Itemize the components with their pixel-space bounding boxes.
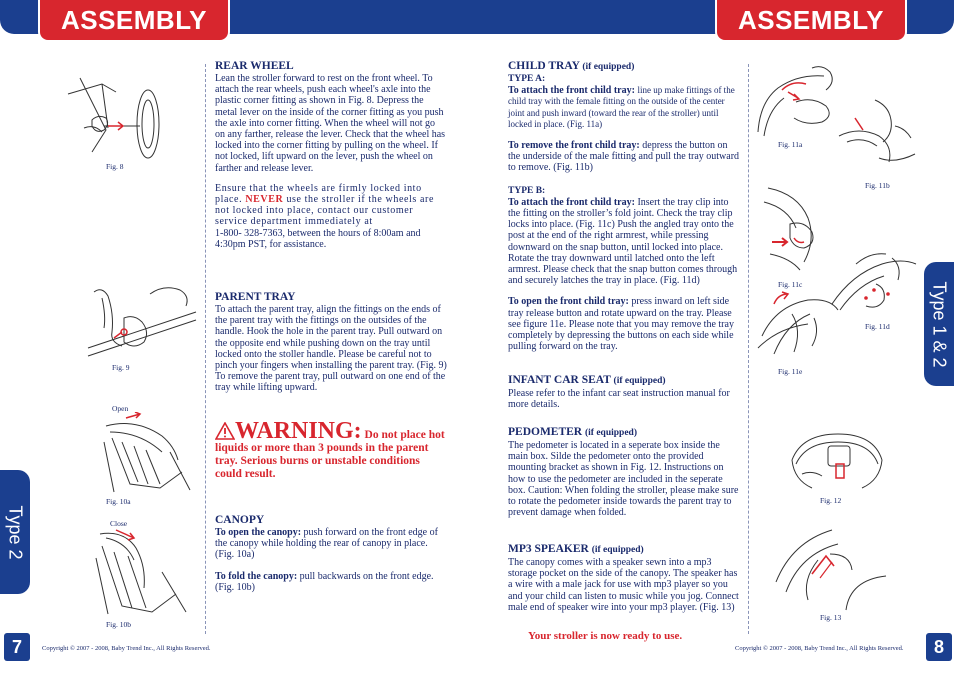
warning-text-block bbox=[215, 418, 447, 481]
fig-11d-caption: Fig. 11d bbox=[865, 322, 890, 331]
fig-11e-caption: Fig. 11e bbox=[778, 367, 803, 376]
pedometer-heading bbox=[508, 426, 740, 440]
fig-11c-caption: Fig. 11c bbox=[778, 280, 803, 289]
tray-remove bbox=[508, 140, 740, 174]
type-b-attach-label: To attach the front child tray: bbox=[508, 196, 635, 208]
customer-service-phone: 1-800- 328-7363, between the hours of 8:00am and 4:30pm PST, for assistance. bbox=[215, 227, 421, 250]
type-2-tab-label: Type 2 bbox=[5, 504, 26, 560]
infant-seat-title: INFANT CAR SEAT bbox=[508, 374, 611, 386]
canopy-fold-label: To fold the canopy: bbox=[215, 570, 298, 582]
tray-open bbox=[508, 296, 740, 352]
mp3-title: MP3 SPEAKER bbox=[508, 543, 589, 555]
canopy-heading: CANOPY bbox=[215, 514, 265, 526]
fig-12-illustration bbox=[788, 430, 884, 496]
mp3-equipped: (if equipped) bbox=[591, 545, 644, 555]
tray-remove-label: To remove the front child tray: bbox=[508, 140, 640, 152]
rear-wheel-section bbox=[215, 60, 447, 250]
warning-message: Do not place hot liquids or more than 3 pounds in the parent tray. Serious burns or unstable conditions could result. bbox=[215, 429, 445, 480]
rear-wheel-heading: REAR WHEEL bbox=[215, 60, 294, 72]
ensure-text-b: use the stroller if the wheels are not locked into place, contact our customer service department immediately at bbox=[215, 194, 435, 228]
fig-8-illustration bbox=[62, 70, 172, 162]
fig-9-caption: Fig. 9 bbox=[112, 363, 130, 372]
type-b-attach-text: Insert the tray clip into the fitting on the stroller’s fold joint. Check the tray clip locks into place. (Fig. 11c) Push the angled tray onto the post at the end of the right armrest, while pressing downward on the snap button, until locked into place. Rotate the tray downward until latched onto the left armrest. Please check that the snap button comes through and securely latches the tray in place. (Fig. 11d) bbox=[508, 196, 738, 287]
page-number-8: 8 bbox=[926, 633, 952, 661]
copyright-left: Copyright © 2007 - 2008, Baby Trend Inc., All Rights Reserved. bbox=[42, 645, 211, 652]
fig-10a-caption: Fig. 10a bbox=[106, 497, 131, 506]
warning-word: WARNING: bbox=[235, 418, 362, 444]
rear-wheel-body: Lean the stroller forward to rest on the front wheel. To attach the rear wheels, push each wheel's axle into the plastic corner fitting as shown in Fig. 8. Depress the metal lever on the inside of the corner fitting as you push the axle into corner fitting. When the wheel will not go on any farther, release the lever. Check that the wheel has locked into the corner fitting by pulling on the wheel. If not locked, lift upward on the lever, push the wheel on farther and release lever. bbox=[215, 73, 446, 174]
never-word: NEVER bbox=[245, 194, 284, 206]
fig-11a-caption: Fig. 11a bbox=[778, 140, 803, 149]
mp3-body: The canopy comes with a speaker sewn into a mp3 storage pocket on the side of the canopy. The speaker has a wire with a male jack for use with mp3 player so you and your child can listen to music while you jog. Connect male end of speaker wire into your mp3 player. (Fig. 13) bbox=[508, 557, 739, 613]
infant-seat-equipped: (if equipped) bbox=[613, 376, 666, 386]
pedometer-body: The pedometer is located in a seperate box inside the main box. Silde the pedometer onto the provided mounting bracket as shown in Fig. 12. Instructions on how to use the pedometer are included in the seperate box. Caution: When folding the stroller, please make sure to rotate the pedometer inside towards the parent tray to prevent damage when folded. bbox=[508, 440, 739, 519]
fig-13-illustration bbox=[768, 526, 888, 612]
pedometer-equipped: (if equipped) bbox=[585, 428, 637, 438]
fig-12-caption: Fig. 12 bbox=[820, 496, 842, 505]
tray-open-text: press inward on left side tray release button and rotate upward on the tray. Please see figure 11e. Please note that you may remove the tray completely by depressing the buttons on each side while pulling forward on the tray. bbox=[508, 296, 734, 353]
fig-11e-illustration bbox=[752, 290, 842, 366]
ensure-text-a: Ensure that the wheels are firmly locked into place. bbox=[215, 182, 422, 206]
mp3-section bbox=[508, 543, 740, 613]
canopy-fold bbox=[215, 571, 447, 593]
warning-icon bbox=[215, 422, 235, 440]
page-number-7: 7 bbox=[4, 633, 30, 661]
column-divider-left bbox=[205, 64, 206, 634]
canopy-open-label: To open the canopy: bbox=[215, 527, 302, 538]
child-tray-heading bbox=[508, 60, 740, 74]
fig-11c-illustration bbox=[760, 184, 830, 276]
child-tray-section bbox=[508, 60, 740, 352]
warning-box bbox=[215, 418, 447, 481]
fig-10b-illustration bbox=[92, 528, 192, 618]
ready-message: Your stroller is now ready to use. bbox=[528, 630, 683, 642]
fig-10b-caption: Fig. 10b bbox=[106, 620, 132, 629]
type-a-attach bbox=[508, 85, 740, 130]
tray-open-label: To open the front child tray: bbox=[508, 296, 629, 308]
assembly-title-left: ASSEMBLY bbox=[38, 0, 230, 42]
copyright-right: Copyright © 2007 - 2008, Baby Trend Inc., All Rights Reserved. bbox=[735, 645, 904, 652]
type-a-attach-text: line up make fittings of the child tray with the female fitting on the outside of the center joint and push inward (toward the rear of the stroller) until locked in place. (Fig. 11a) bbox=[508, 85, 735, 129]
fig-11a-illustration bbox=[752, 62, 842, 140]
parent-tray-section bbox=[215, 291, 447, 394]
fig-13-caption: Fig. 13 bbox=[820, 613, 842, 622]
fig-11b-caption: Fig. 11b bbox=[865, 181, 890, 190]
type-a-label: TYPE A: bbox=[508, 74, 546, 84]
tray-remove-text: depress the button on the underside of the male fitting and pull the tray outward to remove. (Fig. 11b) bbox=[508, 140, 740, 174]
type-1-2-tab-label: Type 1 & 2 bbox=[929, 280, 950, 368]
pedometer-title: PEDOMETER bbox=[508, 426, 583, 438]
open-label: Open bbox=[112, 404, 129, 413]
type-a-attach-label: To attach the front child tray: bbox=[508, 85, 635, 97]
type-2-tab bbox=[0, 470, 30, 594]
type-1-2-tab bbox=[924, 262, 954, 386]
infant-seat-section bbox=[508, 374, 740, 410]
canopy-open bbox=[215, 527, 447, 561]
child-tray-title: CHILD TRAY bbox=[508, 60, 580, 72]
canopy-open-text: push forward on the front edge of the canopy while holding the rear of canopy in place. (Fig. 10a) bbox=[215, 527, 438, 561]
child-tray-equipped: (if equipped) bbox=[582, 62, 635, 72]
fig-11b-illustration bbox=[835, 96, 921, 178]
type-b-attach bbox=[508, 197, 740, 287]
rear-wheel-ensure bbox=[215, 183, 447, 228]
fig-10a-illustration bbox=[100, 412, 196, 496]
infant-seat-body: Please refer to the infant car seat instruction manual for more details. bbox=[508, 388, 730, 411]
parent-tray-heading: PARENT TRAY bbox=[215, 291, 296, 303]
type-b-label: TYPE B: bbox=[508, 185, 546, 196]
canopy-fold-text: pull backwards on the front edge. (Fig. 10b) bbox=[215, 570, 434, 593]
close-label: Close bbox=[110, 519, 128, 528]
canopy-section bbox=[215, 514, 447, 593]
pedometer-section bbox=[508, 426, 740, 518]
infant-seat-heading bbox=[508, 374, 740, 388]
assembly-title-right: ASSEMBLY bbox=[715, 0, 907, 42]
fig-9-illustration bbox=[86, 272, 198, 362]
parent-tray-body: To attach the parent tray, align the fittings on the ends of the parent tray with the fittings on the outsides of the handle. Hook the hole in the parent tray. Pull outward on the opposite end while pushing down on the tray until locked onto the stoller handle. Please be careful not to pinch your fingers when installing the parent tray. (Fig. 9) To remove the parent tray, pull outward on one end of the tray while lifting upward. bbox=[215, 304, 447, 394]
fig-8-caption: Fig. 8 bbox=[106, 162, 124, 171]
mp3-heading bbox=[508, 543, 740, 557]
column-divider-right bbox=[748, 64, 749, 634]
